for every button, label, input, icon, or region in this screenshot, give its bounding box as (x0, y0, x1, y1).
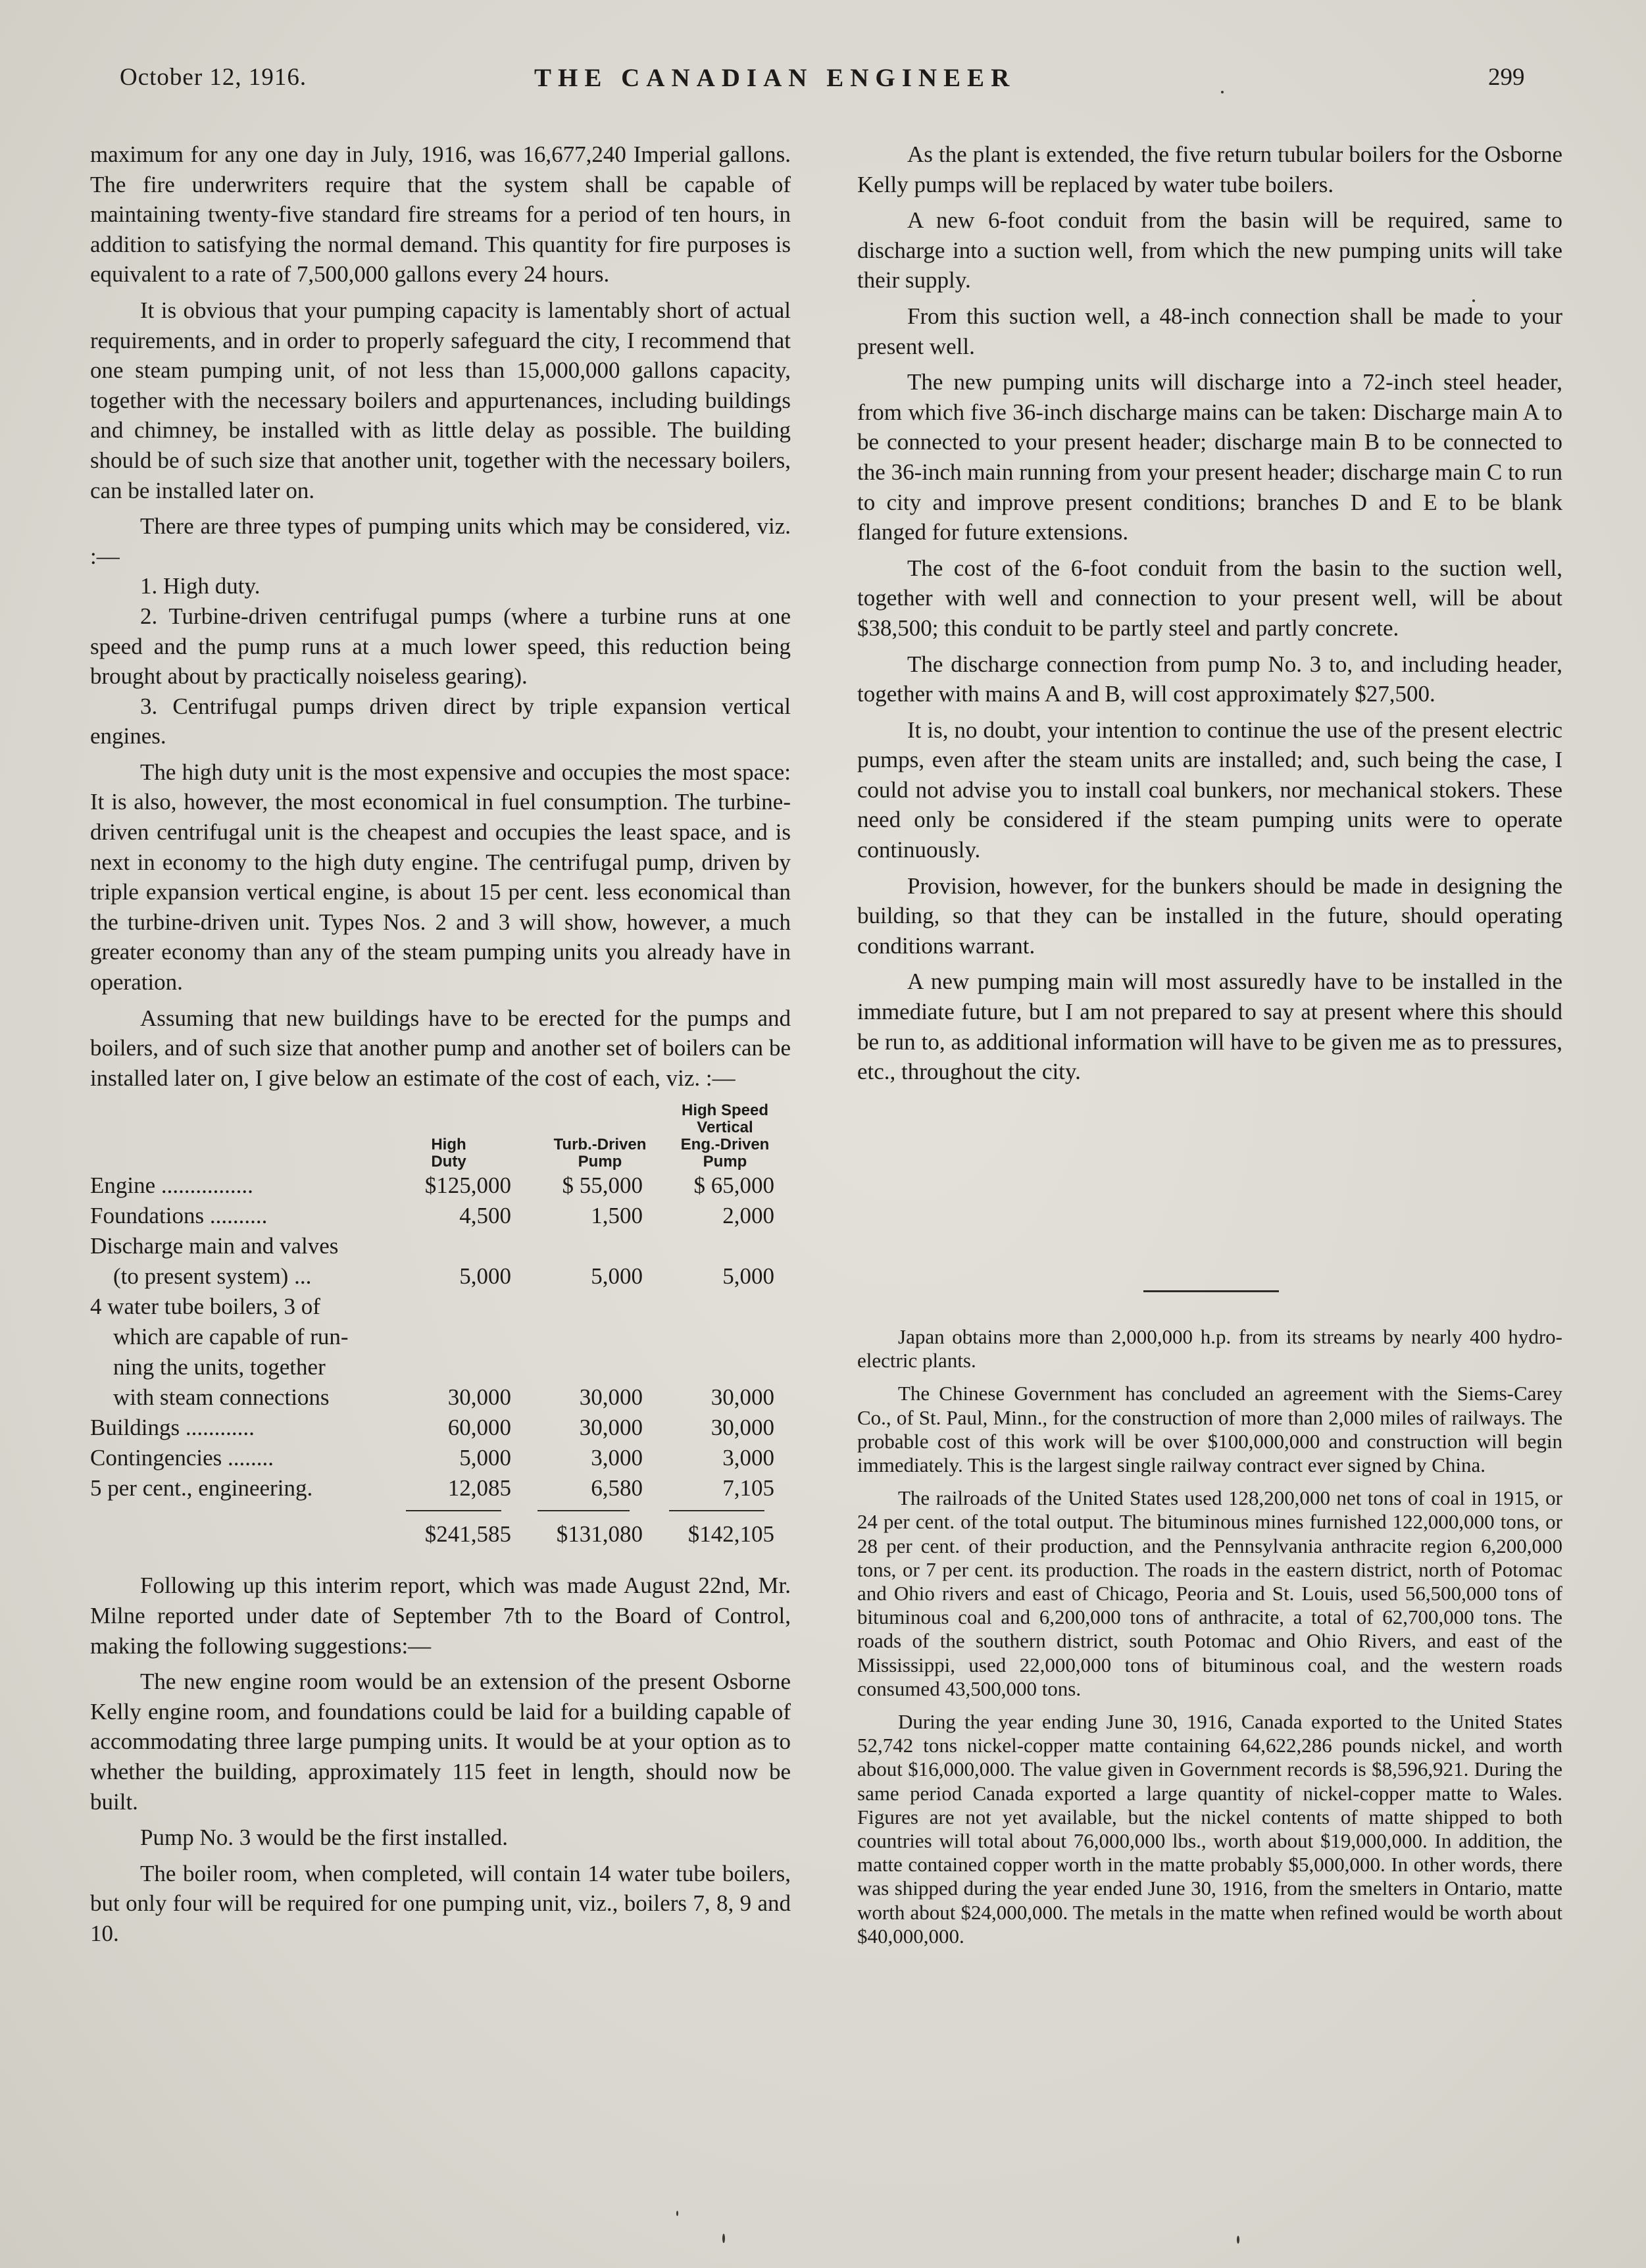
paragraph: It is, no doubt, your intention to continue the use of the present electric pumps, even after the steam units are installed; and, such being the case, I could not advise you to install coal bunkers, nor mechanical stokers. These need only be considered if the steam pumping units were to operate continuously. (857, 717, 1562, 863)
row-label: ning the units, together (90, 1354, 326, 1380)
cell-value: $ 55,000 (562, 1172, 643, 1199)
paragraph: There are three types of pumping units which may be considered, viz. :— (90, 513, 791, 569)
table-row (90, 1231, 791, 1261)
cell-value: 2,000 (722, 1203, 774, 1229)
total-high-speed: $142,105 (687, 1521, 774, 1548)
cell-value: 5,000 (722, 1263, 774, 1290)
row-label: 5 per cent., engineering. (90, 1475, 313, 1501)
total-high-duty: $241,585 (424, 1521, 511, 1548)
cell-value: 30,000 (711, 1384, 774, 1411)
page-header (0, 63, 1646, 103)
cell-value: 30,000 (579, 1384, 643, 1411)
row-label: Buildings ............ (90, 1415, 255, 1441)
total-rule (90, 1503, 791, 1519)
news-item: During the year ending June 30, 1916, Canada exported to the United States 52,742 tons nickel-copper matte containing 64,622,286 pounds nickel, and worth about $16,000,000. The value given in Government records is $8,596,921. During the same period Canada exported a large quantity of nickel-copper matte to Wales. Figures are not yet available, but the nickel contents of matte shipped to both countries will total about 76,000,000 lbs., worth about $19,000,000. In addition, the matte contained copper worth in the matte probably $5,000,000. In other words, there was shipped during the year ended June 30, 1916, from the smelters in Ontario, matte worth about $24,000,000. The metals in the matte when refined would be worth about $40,000,000. (857, 1710, 1562, 1948)
table-row (90, 1171, 791, 1201)
cell-value: 3,000 (722, 1445, 774, 1471)
cell-value: 30,000 (579, 1415, 643, 1441)
table-header (90, 1097, 791, 1171)
row-label: (to present system) ... (90, 1263, 312, 1290)
paragraph: From this suction well, a 48-inch connection shall be made to your present well. (857, 303, 1562, 359)
cost-estimate-table (90, 1097, 791, 1551)
cell-value: 1,500 (591, 1203, 643, 1229)
row-label: which are capable of run- (90, 1324, 349, 1350)
cell-value: 5,000 (459, 1445, 511, 1471)
table-body (90, 1171, 791, 1503)
cell-value: 30,000 (711, 1415, 774, 1441)
table-row (90, 1292, 791, 1322)
list-item: 3. Centrifugal pumps driven direct by triple expansion vertical engines. (90, 693, 791, 749)
news-item: The Chinese Government has concluded an agreement with the Siems-Carey Co., of St. Paul, Minn., for the construction of more than 2,000 miles of railways. The probable cost of this work will be over $100,000,000 and construction will begin immediately. This is the largest single railway contract ever signed by China. (857, 1382, 1562, 1477)
cell-value: $ 65,000 (693, 1172, 774, 1199)
cell-value: 7,105 (722, 1475, 774, 1501)
paragraph: Following up this interim report, which was made August 22nd, Mr. Milne reported under date of September 7th to the Board of Control, making the following suggestions:— (90, 1573, 791, 1659)
paragraph: A new 6-foot conduit from the basin will be required, same to discharge into a suction well, from which the new pumping units will take their supply. (857, 207, 1562, 293)
list-item: 1. High duty. (140, 573, 261, 599)
right-column (857, 139, 1562, 1093)
paragraph: maximum for any one day in July, 1916, was 16,677,240 Imperial gallons. The fire underwriters require that the system shall be capable of maintaining twenty-five standard fire streams for a period of ten hours, in addition to satisfying the normal demand. This quantity for fire purposes is equivalent to a rate of 7,500,000 gallons every 24 hours. (90, 141, 791, 288)
paragraph: A new pumping main will most assuredly have to be installed in the immediate future, but I am not prepared to say at present where this should be run to, as additional information will have to be given me as to pressures, etc., throughout the city. (857, 969, 1562, 1085)
row-label: Contingencies ........ (90, 1445, 274, 1471)
cell-value: 3,000 (591, 1445, 643, 1471)
paragraph: The discharge connection from pump No. 3 to, and including header, together with mains A and B, will cost approximately $27,500. (857, 651, 1562, 707)
row-label: with steam connections (90, 1384, 330, 1411)
column-header-high-duty: High Duty (431, 1136, 466, 1171)
paragraph: Provision, however, for the bunkers should be made in designing the building, so that they can be installed in the future, should operating conditions warrant. (857, 872, 1562, 959)
page-number: 299 (1488, 64, 1525, 91)
table-row (90, 1261, 791, 1292)
cell-value: $125,000 (424, 1172, 511, 1199)
news-item: Japan obtains more than 2,000,000 h.p. from its streams by nearly 400 hydro-electric plants. (857, 1325, 1562, 1373)
news-item: The railroads of the United States used 128,200,000 net tons of coal in 1915, or 24 per cent. of the total output. The bituminous mines furnished 122,000,000 tons, or 28 per cent. of their production, and the Pennsylvania anthracite region 6,200,000 tons, or 7 per cent. its production. The roads in the eastern district, north of Potomac and Ohio rivers and east of Chicago, Peoria and St. Louis, used 56,500,000 tons of bituminous coal and 6,200,000 tons of anthracite, a total of 62,700,000 tons. The roads of the southern district, south Potomac and Ohio Rivers, and east of the Mississippi, used 22,000,000 tons of bituminous coal, and the western roads consumed 43,500,000 tons. (857, 1486, 1562, 1700)
row-label: 4 water tube boilers, 3 of (90, 1294, 320, 1320)
column-header-turbine: Turb.-Driven Pump (553, 1136, 647, 1171)
row-label: Engine ................ (90, 1172, 253, 1199)
list-item: 2. Turbine-driven centrifugal pumps (where a turbine runs at one speed and the pump runs at a much lower speed, this reduction being brought about by practically noiseless gearing). (90, 603, 791, 690)
paragraph: The boiler room, when completed, will contain 14 water tube boilers, but only four will be required for one pumping unit, viz., boilers 7, 8, 9 and 10. (90, 1860, 791, 1946)
cell-value: 5,000 (459, 1263, 511, 1290)
column-header-high-speed: High Speed Vertical Eng.-Driven Pump (680, 1101, 770, 1171)
paragraph: As the plant is extended, the five return tubular boilers for the Osborne Kelly pumps will be replaced by water tube boilers. (857, 141, 1562, 197)
table-row (90, 1201, 791, 1231)
cell-value: 12,085 (447, 1475, 511, 1501)
table-row (90, 1443, 791, 1473)
paragraph: The new pumping units will discharge into a 72-inch steel header, from which five 36-inch discharge mains can be taken: Discharge main A to be connected to your present header; discharge main B to be connected to the 36-inch main running from your present header; discharge main C to run to city and improve present conditions; branches D and E to be blank flanged for future extensions. (857, 369, 1562, 545)
paragraph: Assuming that new buildings have to be erected for the pumps and boilers, and of such size that another pump and another set of boilers can be installed later on, I give below an estimate of the cost of each, viz. :— (90, 1005, 791, 1091)
issue-date: October 12, 1916. (120, 64, 307, 91)
journal-title: THE CANADIAN ENGINEER (534, 64, 1016, 92)
table-row (90, 1473, 791, 1503)
cell-value: 5,000 (591, 1263, 643, 1290)
paragraph: Pump No. 3 would be the first installed. (140, 1825, 508, 1851)
table-row (90, 1322, 791, 1352)
row-label: Foundations .......... (90, 1203, 268, 1229)
table-total-row (90, 1519, 791, 1551)
cell-value: 30,000 (447, 1384, 511, 1411)
section-divider (1143, 1290, 1279, 1292)
total-turbine: $131,080 (556, 1521, 643, 1548)
news-items (857, 1325, 1562, 1957)
left-column (90, 139, 791, 1955)
table-row (90, 1413, 791, 1443)
paragraph: The high duty unit is the most expensive and occupies the most space: It is also, however, the most economical in fuel consumption. The turbine-driven centrifugal unit is the cheapest and occupies the least space, and is next in economy to the high duty engine. The centrifugal pump, driven by triple expansion vertical engine, is about 15 per cent. less economical than the turbine-driven unit. Types Nos. 2 and 3 will show, however, a much greater economy than any of the steam pumping units you already have in operation. (90, 759, 791, 995)
paragraph: It is obvious that your pumping capacity is lamentably short of actual requirements, and in order to properly safeguard the city, I recommend that one steam pumping unit, of not less than 15,000,000 gallons capacity, together with the necessary boilers and appurtenances, including buildings and chimney, be installed with as little delay as possible. The building should be of such size that another unit, together with the necessary boilers, can be installed later on. (90, 297, 791, 503)
table-row (90, 1382, 791, 1413)
table-row (90, 1352, 791, 1382)
cell-value: 6,580 (591, 1475, 643, 1501)
cell-value: 4,500 (459, 1203, 511, 1229)
paragraph: The cost of the 6-foot conduit from the basin to the suction well, together with well and connection to your present well, will be about $38,500; this conduit to be partly steel and partly concrete. (857, 555, 1562, 641)
paragraph: The new engine room would be an extension of the present Osborne Kelly engine room, and foundations could be laid for a building capable of accommodating three large pumping units. It would be at your option as to whether the building, approximately 115 feet in length, should now be built. (90, 1669, 791, 1815)
cell-value: 60,000 (447, 1415, 511, 1441)
row-label: Discharge main and valves (90, 1233, 339, 1259)
